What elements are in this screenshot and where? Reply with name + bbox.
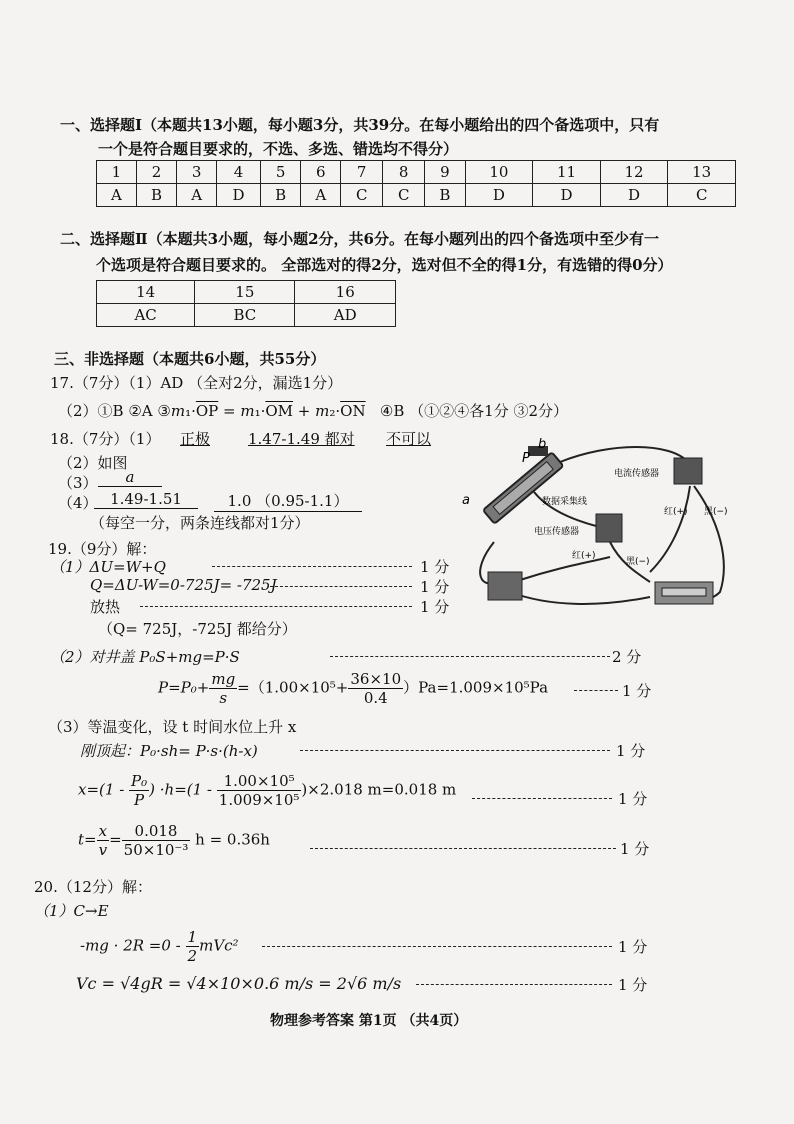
q20-p1b: [80, 928, 239, 965]
circuit-wire: [510, 592, 650, 604]
q19-p3b: 刚顶起：P₀·sh= P·s·(h-x): [80, 742, 258, 760]
q19-p3d: [78, 822, 270, 859]
voltage-sensor-box: [596, 514, 622, 542]
sec1-answer-cell: C: [668, 184, 736, 207]
q18-line3-label: （3）: [58, 474, 98, 492]
fraction-numerator: 0.018: [122, 822, 191, 841]
q19-p2b-fraction2: [348, 670, 403, 707]
sec1-number-cell: 2: [136, 161, 176, 184]
circuit-wire: [560, 447, 688, 462]
q20-p1b-fraction: [186, 928, 200, 965]
sec2-number-cell: 16: [295, 281, 396, 304]
q19-p3a: （3）等温变化，设 t 时间水位上升 x: [48, 718, 297, 736]
sec1-number-cell: 7: [341, 161, 383, 184]
q19-p3d-rhs: h = 0.36h: [195, 830, 270, 849]
sec1-number-cell: 9: [425, 161, 465, 184]
q19-p3c-fraction1: [129, 772, 149, 809]
sec1-answer-row: [97, 184, 736, 207]
circuit-label-p: P: [522, 451, 530, 466]
q20-head: 20.（12分）解：: [34, 878, 152, 896]
sec1-number-cell: 6: [301, 161, 341, 184]
q17-line2-suffix: ④B （①②④各1分 ③2分）: [379, 402, 569, 420]
q17-line2: [58, 400, 568, 421]
sec2-number-row: [97, 281, 396, 304]
score-leader: [262, 946, 612, 947]
q19-p3c: [78, 772, 456, 809]
sec1-answer-cell: D: [533, 184, 601, 207]
sec1-number-cell: 1: [97, 161, 137, 184]
q19-score: 1 分: [420, 558, 450, 576]
sec2-answer-row: [97, 304, 396, 327]
fraction-denominator: v: [98, 841, 108, 859]
q19-p2b-lhs: P=P₀+: [158, 678, 210, 697]
fraction-denominator: 50×10⁻³: [123, 841, 189, 859]
q17-momentum-equation: $m_1\cdot\overline{OP} = m_1\cdot\overline{OM} + m_2\cdot\overline{ON}$: [170, 402, 366, 420]
sec1-answer-cell: B: [425, 184, 465, 207]
circuit-label-a: a: [462, 493, 470, 508]
score-leader: [270, 586, 412, 587]
q19-score: 1 分: [620, 840, 650, 858]
q18-answer2: 1.47-1.49 都对: [248, 430, 355, 448]
sec1-number-cell: 4: [217, 161, 261, 184]
q19-p2a: （2）对井盖 P₀S+mg=P·S: [50, 648, 240, 666]
sec2-title-line2: 个选项是符合题目要求的。 全部选对的得2分，选对但不全的得1分，有选错的得0分）: [96, 256, 673, 274]
switch-blade: [662, 588, 706, 596]
sec1-number-cell: 8: [383, 161, 425, 184]
q18-line2: （2）如图: [58, 454, 128, 472]
sec1-answer-cell: B: [136, 184, 176, 207]
q18-note: （每空一分，两条连线都对1分）: [90, 514, 310, 532]
q19-p1b: Q=ΔU-W=0-725J= -725J: [90, 576, 277, 594]
q19-p3d-fraction2: [122, 822, 191, 859]
q19-p1d: （Q= 725J，-725J 都给分）: [98, 620, 297, 638]
sec2-answer-cell: AD: [295, 304, 396, 327]
q18-line4-value1: 1.49-1.51: [94, 490, 198, 509]
q19-head: 19.（9分）解：: [48, 540, 157, 558]
sec1-answer-table: [96, 160, 736, 207]
score-leader: [212, 566, 412, 567]
sec1-answer-cell: A: [301, 184, 341, 207]
q17-line1: 17.（7分）（1）AD （全对2分，漏选1分）: [50, 374, 343, 392]
score-leader: [416, 984, 612, 985]
q19-p1c: 放热: [90, 598, 121, 616]
fraction-denominator: 2: [187, 947, 198, 965]
black-minus-label-2: 黑(−): [626, 557, 650, 567]
q19-score: 1 分: [618, 790, 648, 808]
q20-score: 1 分: [618, 938, 648, 956]
q20-p1b-lhs: -mg · 2R =0 -: [80, 936, 181, 955]
q19-p3d-lhs: t=: [78, 830, 97, 849]
battery-box: [488, 572, 522, 600]
fraction-numerator: P₀: [131, 772, 148, 790]
fraction-numerator: 1.00×10⁵: [217, 772, 302, 791]
sec1-answer-cell: A: [177, 184, 217, 207]
score-leader: [140, 606, 412, 607]
q19-p3d-eq: =: [109, 830, 122, 849]
q19-p3c-mid: ) ·h=(1 -: [149, 780, 213, 799]
voltage-sensor-label: 电压传感器: [534, 527, 580, 537]
fraction-numerator: 36×10: [350, 670, 402, 688]
sec2-answer-cell: AC: [97, 304, 195, 327]
q20-p1c: Vc = √4gR = √4×10×0.6 m/s = 2√6 m/s: [76, 974, 402, 993]
current-sensor-label: 电流传感器: [614, 469, 660, 479]
score-leader: [330, 656, 610, 657]
q19-p2b-rhs: ）Pa=1.009×10⁵Pa: [403, 678, 549, 697]
q19-p1a: （1）ΔU=W+Q: [50, 558, 166, 576]
sec1-answer-cell: D: [465, 184, 533, 207]
q19-score: 1 分: [420, 578, 450, 596]
q18-answer3: 不可以: [386, 430, 432, 448]
score-leader: [574, 690, 618, 691]
collector-label: 数据采集线: [542, 497, 588, 507]
sec1-answer-cell: D: [217, 184, 261, 207]
sec1-number-row: [97, 161, 736, 184]
sec1-number-cell: 5: [260, 161, 300, 184]
q19-score: 2 分: [612, 648, 642, 666]
q19-p2b-mid: =（1.00×10⁵+: [237, 678, 349, 697]
sec2-answer-cell: BC: [195, 304, 295, 327]
page-footer: 物理参考答案 第1页 （共4页）: [270, 1013, 468, 1029]
sec2-number-cell: 15: [195, 281, 295, 304]
score-leader: [300, 750, 610, 751]
fraction-denominator: 0.4: [363, 689, 388, 707]
red-plus-label-2: 红(+): [572, 551, 596, 561]
current-sensor-box: [674, 458, 702, 484]
q19-p2b: [158, 670, 548, 707]
q20-p1a: （1）C→E: [34, 902, 109, 920]
q19-p3c-lhs: x=(1 -: [78, 780, 125, 799]
fraction-denominator: 1.009×10⁵: [218, 791, 300, 809]
q18-head: 18.（7分）（1）: [50, 430, 161, 448]
q20-score: 1 分: [618, 976, 648, 994]
q19-p3c-rhs: )×2.018 m=0.018 m: [301, 780, 457, 799]
score-leader: [472, 798, 612, 799]
q19-score: 1 分: [616, 742, 646, 760]
fraction-numerator: mg: [211, 670, 236, 688]
circuit-diagram: [450, 432, 740, 622]
sec2-answer-table: [96, 280, 396, 327]
q19-p2b-fraction: [209, 670, 237, 707]
q17-line2-prefix: （2）①B ②A ③: [58, 402, 171, 420]
score-leader: [310, 848, 616, 849]
sec1-number-cell: 10: [465, 161, 533, 184]
sec1-answer-cell: A: [97, 184, 137, 207]
q19-score: 1 分: [622, 682, 652, 700]
sec1-answer-cell: C: [341, 184, 383, 207]
q20-p1b-rhs: mVc²: [199, 936, 239, 955]
sec1-number-cell: 11: [533, 161, 601, 184]
sec1-number-cell: 3: [177, 161, 217, 184]
sec2-title-line1: 二、选择题Ⅱ（本题共3小题，每小题2分，共6分。在每小题列出的四个备选项中至少有一: [60, 230, 659, 248]
sec1-answer-cell: B: [260, 184, 300, 207]
circuit-label-b: b: [538, 437, 547, 452]
sec2-number-cell: 14: [97, 281, 195, 304]
black-minus-label-1: 黑(−): [704, 507, 728, 517]
q19-p3d-fraction1: [97, 822, 109, 859]
sec1-answer-cell: C: [383, 184, 425, 207]
circuit-wire: [650, 486, 690, 572]
sec1-title-line2: 一个是符合题目要求的，不选、多选、错选均不得分）: [98, 140, 459, 158]
fraction-denominator: P: [134, 791, 145, 809]
q18-line4-label: （4）: [58, 494, 98, 512]
sec1-number-cell: 13: [668, 161, 736, 184]
q18-line4-value2: 1.0 （0.95-1.1）: [214, 490, 362, 512]
q18-line3-value: a: [98, 468, 162, 487]
q19-p3c-fraction2: [217, 772, 302, 809]
sec1-answer-cell: D: [600, 184, 668, 207]
q19-score: 1 分: [420, 598, 450, 616]
fraction-numerator: 1: [187, 928, 198, 946]
fraction-denominator: s: [219, 689, 228, 707]
q18-answer1: 正极: [180, 430, 211, 448]
fraction-numerator: x: [97, 822, 109, 841]
sec3-title: 三、非选择题（本题共6小题，共55分）: [54, 350, 326, 368]
red-plus-label-1: 红(+): [664, 507, 688, 517]
sec1-title-line1: 一、选择题Ⅰ（本题共13小题，每小题3分，共39分。在每小题给出的四个备选项中，只有: [60, 116, 660, 134]
circuit-wire: [520, 557, 610, 580]
sec1-number-cell: 12: [600, 161, 668, 184]
